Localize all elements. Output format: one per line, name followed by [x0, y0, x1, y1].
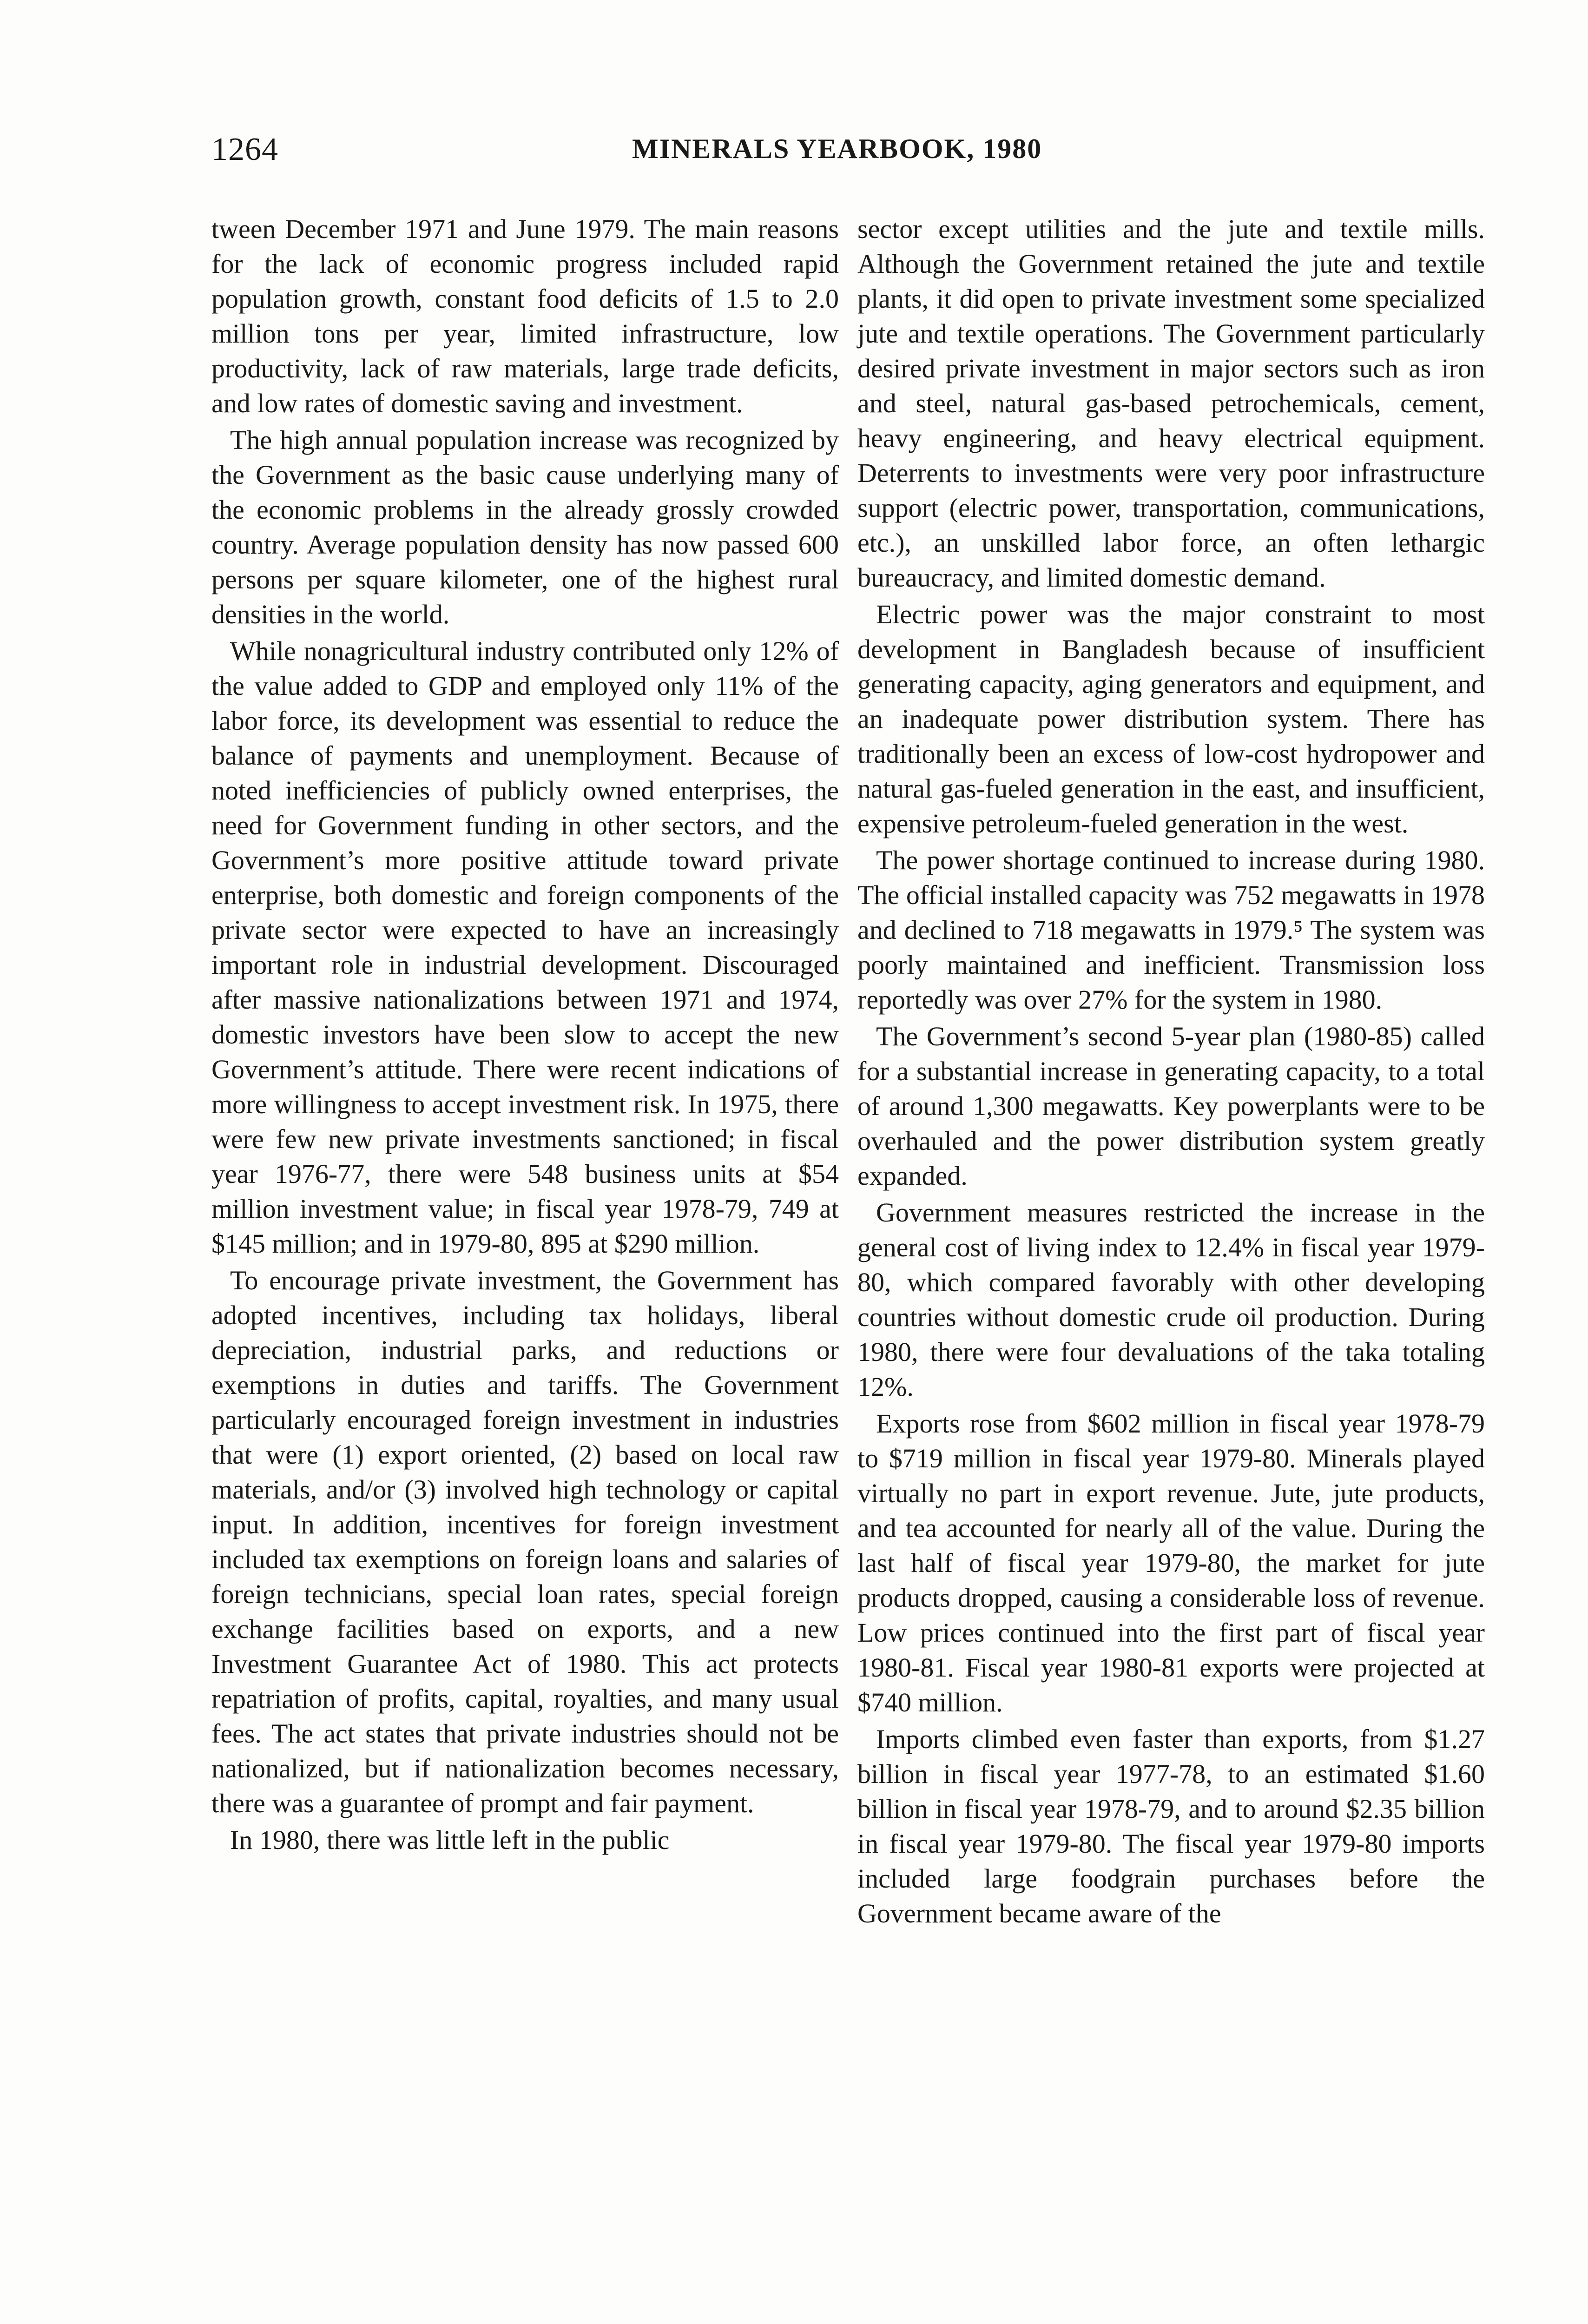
- paragraph: Electric power was the major constraint to most development in Bangladesh because of insufficient generating capacity, aging generators and equipment, and an inadequate power distribution system. There has traditionally been an excess of low-cost hydropower and natural gas-fueled generation in the east, and insufficient, expensive petroleum-fueled generation in the west.: [857, 599, 1485, 838]
- paragraph: tween December 1971 and June 1979. The main reasons for the lack of economic progress included rapid population growth, constant food deficits of 1.5 to 2.0 million tons per year, limited infrastructure, low productivity, lack of raw materials, large trade deficits, and low rates of domestic saving and investment.: [211, 214, 839, 418]
- left-column: [211, 211, 839, 1859]
- page-number: 1264: [211, 132, 278, 167]
- paragraph: While nonagricultural industry contributed only 12% of the value added to GDP and employed only 11% of the labor force, its development was essential to reduce the balance of payments and unemployment. Because of noted inefficiencies of publicly owned enterprises, the need for Government funding in other sectors, and the Government’s more positive attitude toward private enterprise, both domestic and foreign components of the private sector were expected to have an increasingly important role in industrial development. Discouraged after massive nationalizations between 1971 and 1974, domestic investors have been slow to accept the new Government’s attitude. There were recent indications of more willingness to accept investment risk. In 1975, there were few new private investments sanctioned; in fiscal year 1976-77, there were 548 business units at $54 million investment value; in fiscal year 1978-79, 749 at $145 million; and in 1979-80, 895 at $290 million.: [211, 636, 839, 1259]
- paragraph: sector except utilities and the jute and textile mills. Although the Government retained the jute and textile plants, it did open to private investment some specialized jute and textile operations. The Government particularly desired private investment in major sectors such as iron and steel, natural gas-based petrochemicals, cement, heavy engineering, and heavy electrical equipment. Deterrents to investments were very poor infrastructure support (electric power, transportation, communications, etc.), an unskilled labor force, an often lethargic bureaucracy, and limited domestic demand.: [857, 214, 1485, 593]
- paragraph: Exports rose from $602 million in fiscal year 1978-79 to $719 million in fiscal year 1979-80. Minerals played virtually no part in export revenue. Jute, jute products, and tea accounted for nearly all of the value. During the last half of fiscal year 1979-80, the market for jute products dropped, causing a considerable loss of revenue. Low prices continued into the first part of fiscal year 1980-81. Fiscal year 1980-81 exports were projected at $740 million.: [857, 1408, 1485, 1717]
- paragraph: The power shortage continued to increase during 1980. The official installed capacity was 752 megawatts in 1978 and declined to 718 megawatts in 1979.⁵ The system was poorly maintained and inefficient. Transmission loss reportedly was over 27% for the system in 1980.: [857, 845, 1485, 1015]
- paragraph: Imports climbed even faster than exports, from $1.27 billion in fiscal year 1977-78, to an estimated $1.60 billion in fiscal year 1978-79, and to around $2.35 billion in fiscal year 1979-80. The fiscal year 1979-80 imports included large foodgrain purchases before the Government became aware of the: [857, 1724, 1485, 1928]
- paragraph: Government measures restricted the increase in the general cost of living index to 12.4% in fiscal year 1979-80, which compared favorably with other developing countries without domestic crude oil production. During 1980, there were four devaluations of the taka totaling 12%.: [857, 1197, 1485, 1402]
- paragraph: In 1980, there was little left in the public: [230, 1825, 670, 1855]
- paragraph: The high annual population increase was recognized by the Government as the basic cause underlying many of the economic problems in the already grossly crowded country. Average population density has now passed 600 persons per square kilometer, one of the highest rural densities in the world.: [211, 425, 839, 629]
- paragraph: To encourage private investment, the Government has adopted incentives, including tax holidays, liberal depreciation, industrial parks, and reductions or exemptions in duties and tariffs. The Government particularly encouraged foreign investment in industries that were (1) export oriented, (2) based on local raw materials, and/or (3) involved high technology or capital input. In addition, incentives for foreign investment included tax exemptions on foreign loans and salaries of foreign technicians, special loan rates, special foreign exchange facilities based on exports, and a new Investment Guarantee Act of 1980. This act protects repatriation of profits, capital, royalties, and many usual fees. The act states that private industries should not be nationalized, but if nationalization becomes necessary, there was a guarantee of prompt and fair payment.: [211, 1265, 839, 1818]
- running-title: MINERALS YEARBOOK, 1980: [632, 133, 1042, 164]
- page-header: [211, 131, 1085, 168]
- right-column: [857, 211, 1485, 1933]
- paragraph: The Government’s second 5-year plan (1980-85) called for a substantial increase in generating capacity, to a total of around 1,300 megawatts. Key powerplants were to be overhauled and the power distribution system greatly expanded.: [857, 1021, 1485, 1191]
